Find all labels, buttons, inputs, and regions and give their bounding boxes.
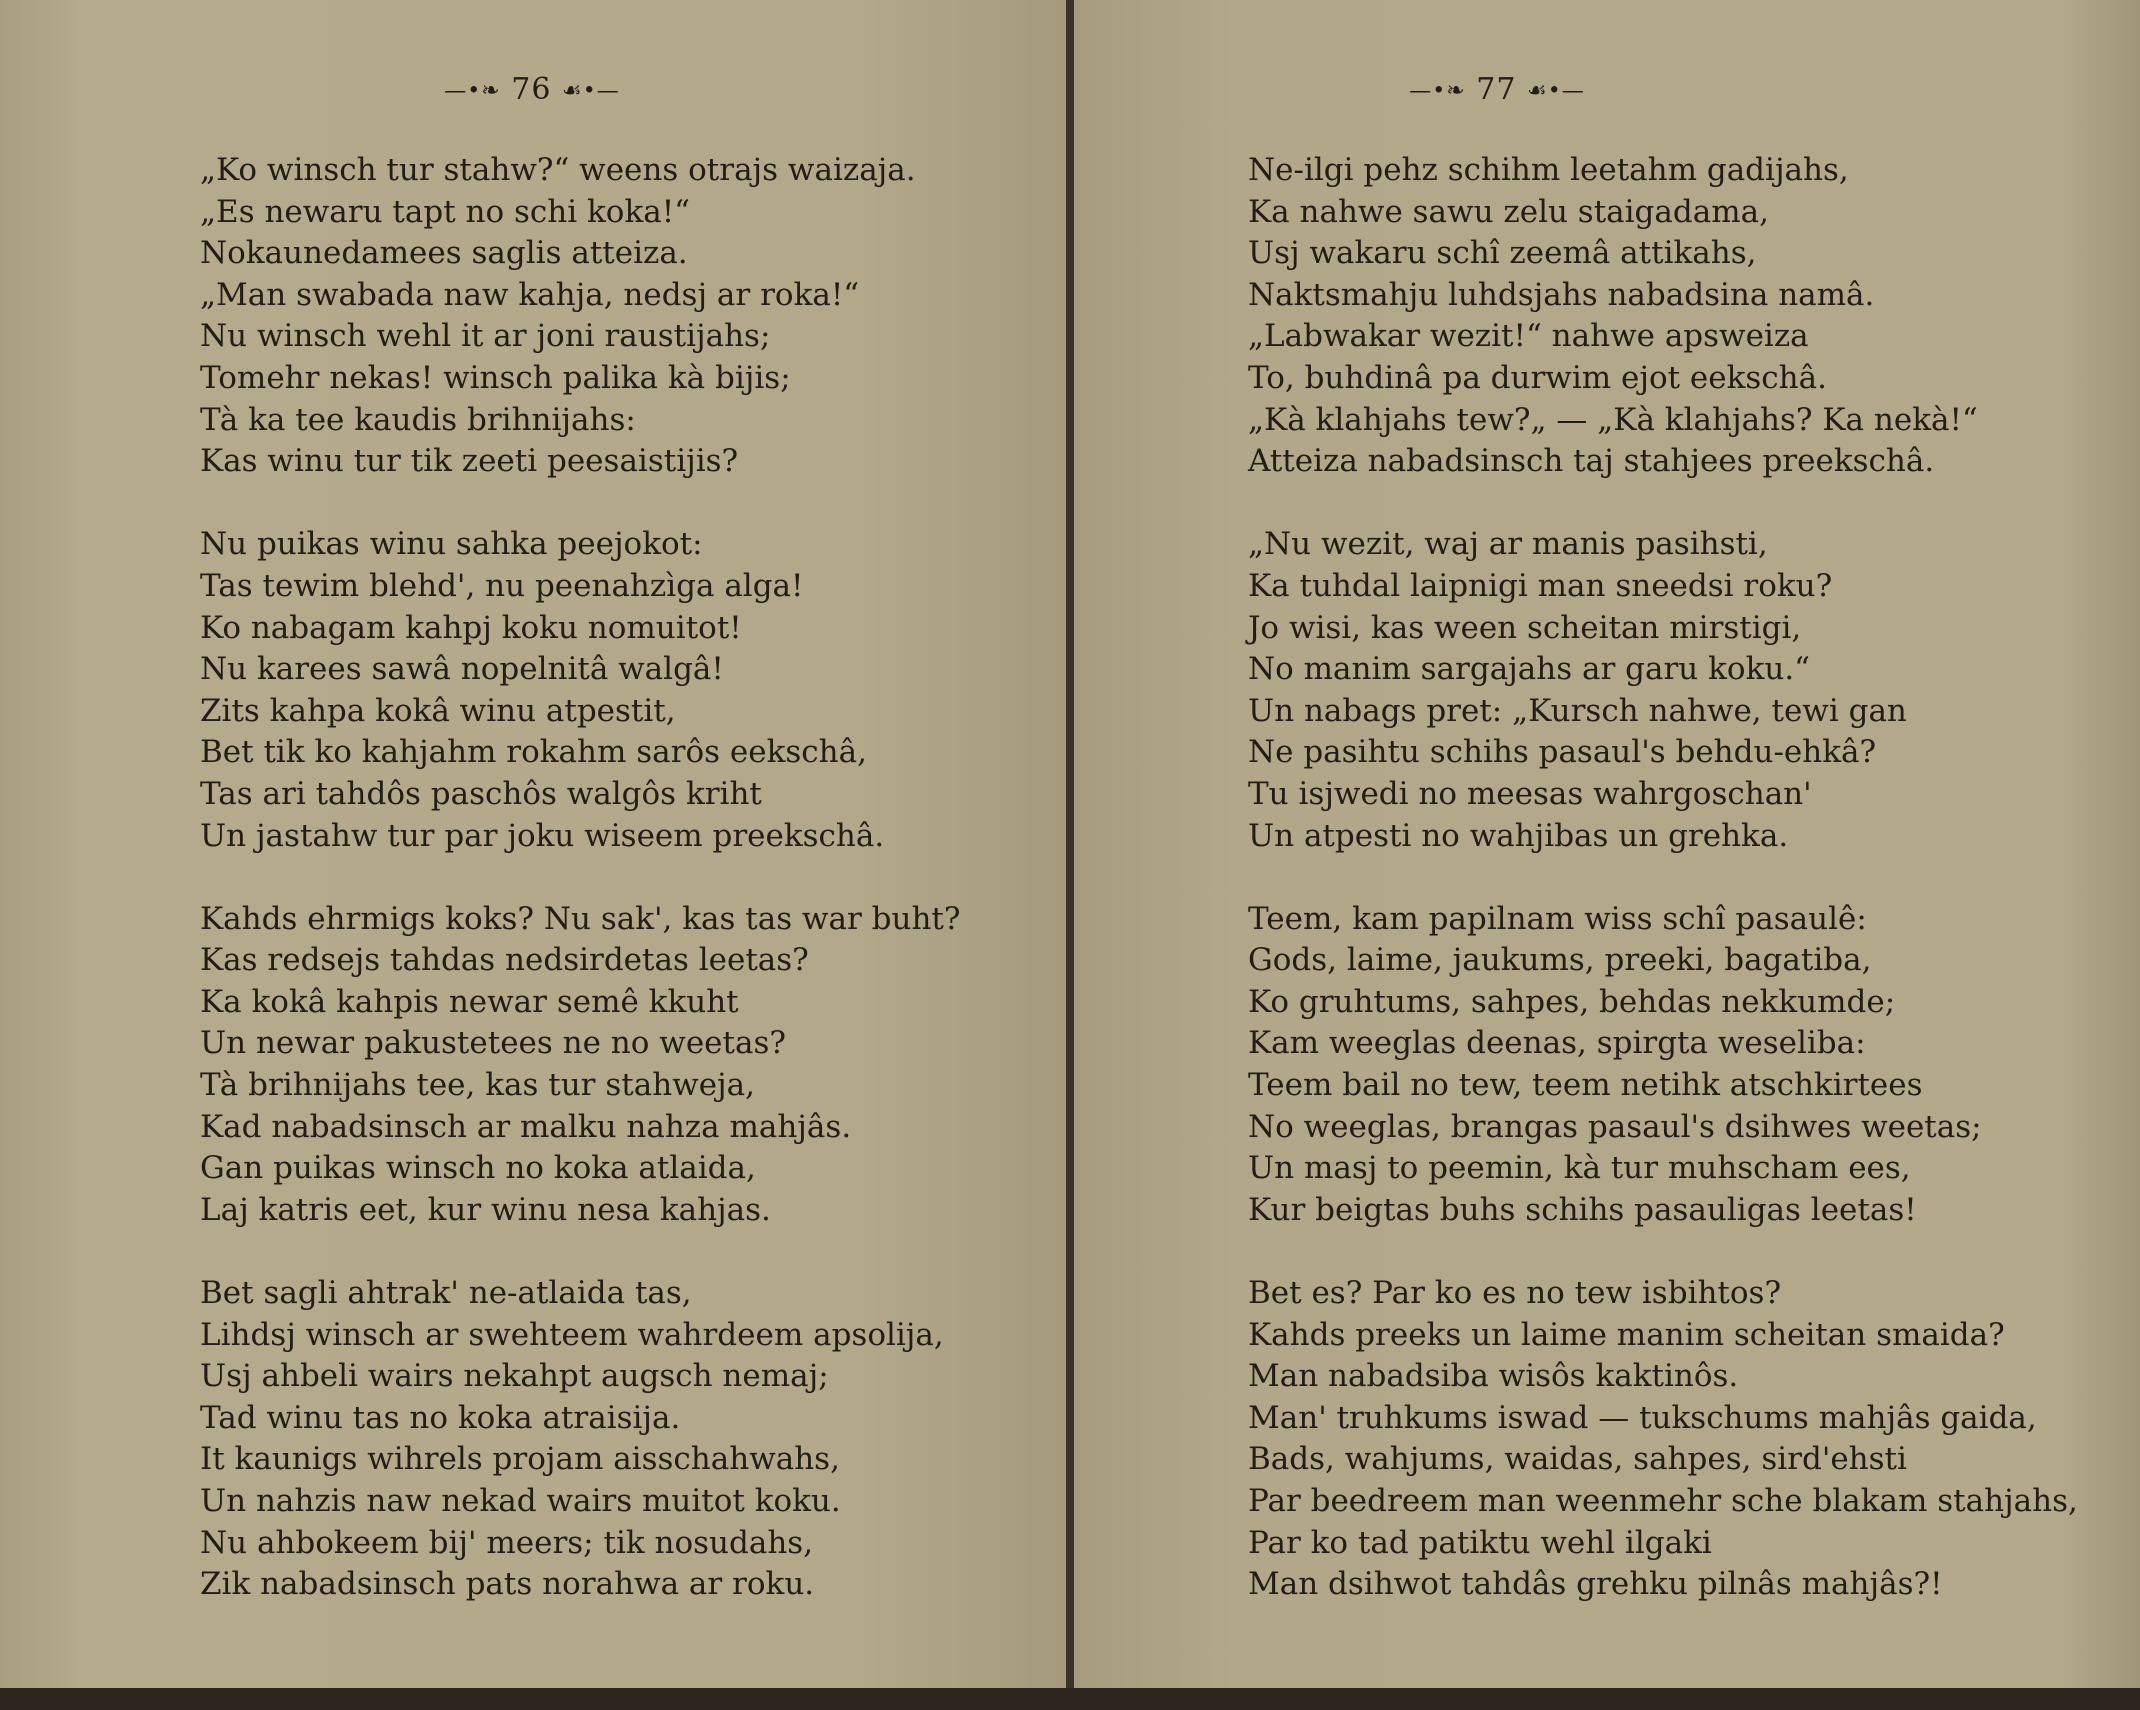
page-header — [964, 72, 2030, 107]
verse-line: Ka kokâ kahpis newar semê kkuht — [200, 983, 739, 1020]
verse-line: Ko gruhtums, sahpes, behdas nekkumde; — [1248, 983, 1896, 1020]
verse-line: Tà brihnijahs tee, kas tur stahweja, — [200, 1067, 755, 1104]
verse-line: Tomehr nekas! winsch palika kà bijis; — [200, 359, 791, 396]
verse-line: Tu isjwedi no meesas wahrgoschan' — [1248, 775, 1812, 812]
poem-text — [200, 150, 961, 1606]
page-number: 77 — [1476, 72, 1517, 107]
verse-line: Ko nabagam kahpj koku nomuitot! — [200, 609, 742, 646]
verse-line: Usj ahbeli wairs nekahpt augsch nemaj; — [200, 1358, 829, 1395]
verse-line: Laj katris eet, kur winu nesa kahjas. — [200, 1191, 771, 1228]
verse-line: Un masj to peemin, kà tur muhscham ees, — [1248, 1150, 1911, 1187]
verse-line: Tà ka tee kaudis brihnijahs: — [200, 401, 636, 438]
ornament-left-icon: —•❧ — [444, 78, 501, 104]
verse-line: Lihdsj winsch ar swehteem wahrdeem apsolija, — [200, 1316, 944, 1353]
stanza — [200, 1273, 961, 1606]
verse-line: „Kà klahjahs tew?„ — „Kà klahjahs? Ka nekà!“ — [1248, 401, 1978, 438]
verse-line: Kas winu tur tik zeeti peesaistijis? — [200, 443, 739, 480]
verse-line: „Nu wezit, waj ar manis pasihsti, — [1248, 526, 1768, 563]
stanza — [1248, 1273, 2078, 1606]
verse-line: No weeglas, brangas pasaul's dsihwes weetas; — [1248, 1108, 1982, 1145]
verse-line: No manim sargajahs ar garu koku.“ — [1248, 651, 1811, 688]
verse-line: Nu puikas winu sahka peejokot: — [200, 526, 703, 563]
verse-line: „Ko winsch tur stahw?“ weens otrajs waizaja. — [200, 152, 916, 188]
verse-line: „Man swabada naw kahja, nedsj ar roka!“ — [200, 276, 860, 313]
stanza — [1248, 524, 2078, 857]
verse-line: Kad nabadsinsch ar malku nahza mahjâs. — [200, 1108, 852, 1145]
right-page — [1074, 0, 2140, 1690]
verse-line: Un newar pakustetees ne no weetas? — [200, 1025, 786, 1062]
left-page — [0, 0, 1068, 1690]
page-number: 76 — [511, 72, 552, 107]
verse-line: Kahds preeks un laime manim scheitan smaida? — [1248, 1316, 2005, 1353]
verse-line: Naktsmahju luhdsjahs nabadsina namâ. — [1248, 276, 1875, 313]
verse-line: Atteiza nabadsinsch taj stahjees preekschâ. — [1248, 443, 1935, 480]
verse-line: Nu karees sawâ nopelnitâ walgâ! — [200, 651, 724, 688]
verse-line: Tas ari tahdôs paschôs walgôs kriht — [200, 775, 762, 812]
verse-line: Un nahzis naw nekad wairs muitot koku. — [200, 1483, 841, 1519]
stanza — [1248, 899, 2078, 1232]
verse-line: Man' truhkums iswad — tukschums mahjâs gaida, — [1248, 1399, 2037, 1436]
verse-line: Nu ahbokeem bij' meers; tik nosudahs, — [200, 1524, 814, 1561]
stanza — [200, 150, 961, 483]
verse-line: Un nabags pret: „Kursch nahwe, tewi gan — [1248, 692, 1907, 729]
verse-line: Usj wakaru schî zeemâ attikahs, — [1248, 235, 1757, 272]
verse-line: Ka tuhdal laipnigi man sneedsi roku? — [1248, 567, 1833, 604]
verse-line: Ne-ilgi pehz schihm leetahm gadijahs, — [1248, 152, 1849, 188]
verse-line: Zik nabadsinsch pats norahwa ar roku. — [200, 1566, 815, 1603]
verse-line: Un jastahw tur par joku wiseem preekschâ. — [200, 817, 885, 854]
stanza — [200, 899, 961, 1232]
verse-line: Tad winu tas no koka atraisija. — [200, 1399, 681, 1436]
verse-line: Kur beigtas buhs schihs pasauligas leetas! — [1248, 1191, 1917, 1228]
verse-line: Nu winsch wehl it ar joni raustijahs; — [200, 318, 771, 355]
book-bottom-edge — [0, 1688, 2140, 1710]
verse-line: Zits kahpa kokâ winu atpestit, — [200, 692, 676, 729]
verse-line: Un atpesti no wahjibas un grehka. — [1248, 817, 1789, 854]
verse-line: Man dsihwot tahdâs grehku pilnâs mahjâs?! — [1248, 1566, 1943, 1603]
verse-line: Ka nahwe sawu zelu staigadama, — [1248, 193, 1769, 230]
verse-line: Tas tewim blehd', nu peenahzìga alga! — [200, 567, 804, 604]
stanza — [1248, 150, 2078, 483]
verse-line: Ne pasihtu schihs pasaul's behdu-ehkâ? — [1248, 734, 1877, 771]
verse-line: Teem, kam papilnam wiss schî pasaulê: — [1248, 900, 1867, 937]
stanza — [200, 524, 961, 857]
verse-line: Par beedreem man weenmehr sche blakam stahjahs, — [1248, 1483, 2078, 1519]
verse-line: Kam weeglas deenas, spirgta weseliba: — [1248, 1025, 1866, 1062]
poem-text — [1248, 150, 2078, 1606]
verse-line: Gods, laime, jaukums, preeki, bagatiba, — [1248, 942, 1872, 979]
verse-line: Bet sagli ahtrak' ne-atlaida tas, — [200, 1275, 692, 1312]
verse-line: Bet es? Par ko es no tew isbihtos? — [1248, 1275, 1782, 1312]
verse-line: Bet tik ko kahjahm rokahm sarôs eekschâ, — [200, 734, 867, 771]
verse-line: Par ko tad patiktu wehl ilgaki — [1248, 1524, 1712, 1561]
verse-line: Man nabadsiba wisôs kaktinôs. — [1248, 1358, 1739, 1395]
ornament-right-icon: ☙•— — [1527, 78, 1585, 104]
page-header — [0, 72, 1066, 107]
verse-line: Kas redsejs tahdas nedsirdetas leetas? — [200, 942, 809, 979]
verse-line: Gan puikas winsch no koka atlaida, — [200, 1150, 756, 1187]
verse-line: Nokaunedamees saglis atteiza. — [200, 235, 688, 272]
verse-line: Kahds ehrmigs koks? Nu sak', kas tas war buht? — [200, 900, 961, 937]
verse-line: Teem bail no tew, teem netihk atschkirtees — [1248, 1067, 1923, 1104]
ornament-right-icon: ☙•— — [562, 78, 620, 104]
verse-line: To, buhdinâ pa durwim ejot eekschâ. — [1248, 359, 1827, 396]
verse-line: „Labwakar wezit!“ nahwe apsweiza — [1248, 318, 1809, 355]
verse-line: Bads, wahjums, waidas, sahpes, sird'ehsti — [1248, 1441, 1907, 1478]
ornament-left-icon: —•❧ — [1409, 78, 1466, 104]
verse-line: „Es newaru tapt no schi koka!“ — [200, 193, 691, 230]
verse-line: Jo wisi, kas ween scheitan mirstigi, — [1248, 609, 1802, 646]
verse-line: It kaunigs wihrels projam aisschahwahs, — [200, 1441, 840, 1478]
